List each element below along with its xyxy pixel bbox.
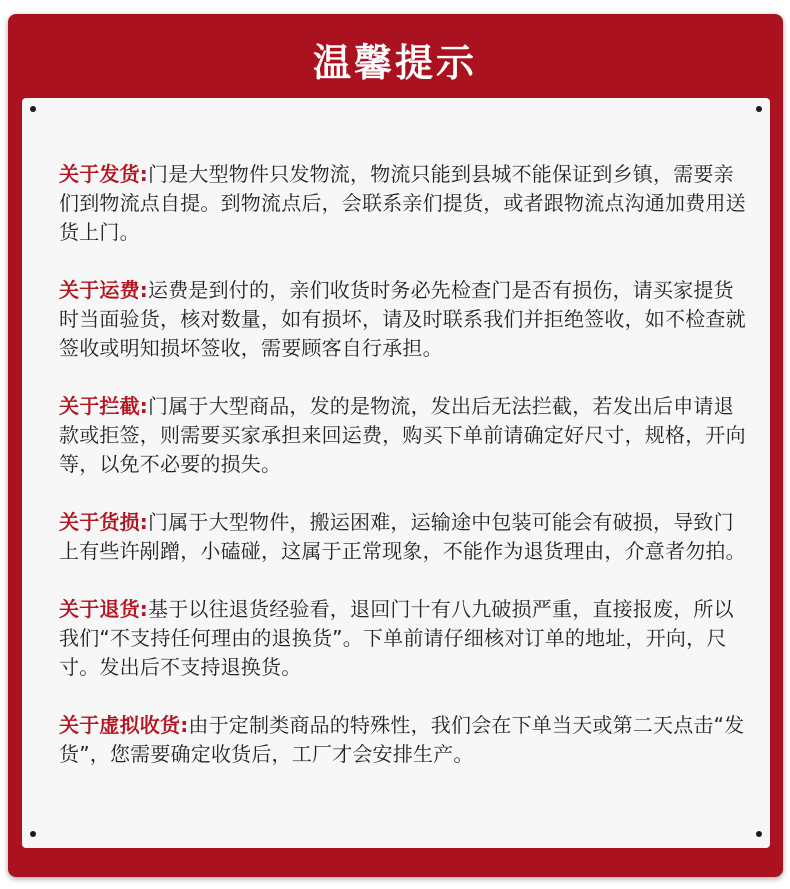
corner-dot-icon: [756, 106, 762, 112]
corner-dot-icon: [30, 106, 36, 112]
section-damage: [59, 508, 749, 566]
section-freight: [59, 276, 749, 363]
section-text: 运费是到付的，亲们收货时务必先检查门是否有损伤，请买家提货时当面验货，核对数量，如有损坏，请及时联系我们并拒绝签收，如不检查就签收或明知损坏签收，需要顾客自行承担。: [59, 278, 746, 360]
section-label: 关于货损:: [59, 510, 148, 534]
corner-dot-icon: [756, 831, 762, 837]
section-text: 门是大型物件只发物流，物流只能到县城不能保证到乡镇，需要亲们到物流点自提。到物流点后，会联系亲们提货，或者跟物流点沟通加费用送货上门。: [59, 162, 746, 244]
section-shipping: [59, 160, 749, 247]
section-label: 关于运费:: [59, 278, 148, 302]
section-returns: [59, 595, 749, 682]
section-intercept: [59, 392, 749, 479]
corner-dot-icon: [30, 831, 36, 837]
section-label: 关于退货:: [59, 597, 148, 621]
notice-content: [59, 160, 749, 798]
section-text: 门属于大型商品，发的是物流，发出后无法拦截，若发出后申请退款或拒签，则需要买家承担来回运费，购买下单前请确定好尺寸，规格，开向等，以免不必要的损失。: [59, 394, 746, 476]
section-virtual-receipt: [59, 711, 749, 769]
section-label: 关于虚拟收货:: [59, 713, 189, 737]
section-label: 关于发货:: [59, 162, 148, 186]
section-text: 门属于大型物件，搬运困难，运输途中包装可能会有破损，导致门上有些许剐蹭，小磕碰，这属于正常现象，不能作为退货理由，介意者勿拍。: [59, 510, 746, 563]
notice-panel: [22, 98, 770, 848]
section-text: 基于以往退货经验看，退回门十有八九破损严重，直接报废，所以我们“不支持任何理由的退换货”。下单前请仔细核对订单的地址，开向，尺寸。发出后不支持退换货。: [59, 597, 734, 679]
page-title: 温馨提示: [312, 41, 477, 85]
section-text: 由于定制类商品的特殊性，我们会在下单当天或第二天点击“发货”，您需要确定收货后，工厂才会安排生产。: [59, 713, 745, 766]
section-label: 关于拦截:: [59, 394, 148, 418]
